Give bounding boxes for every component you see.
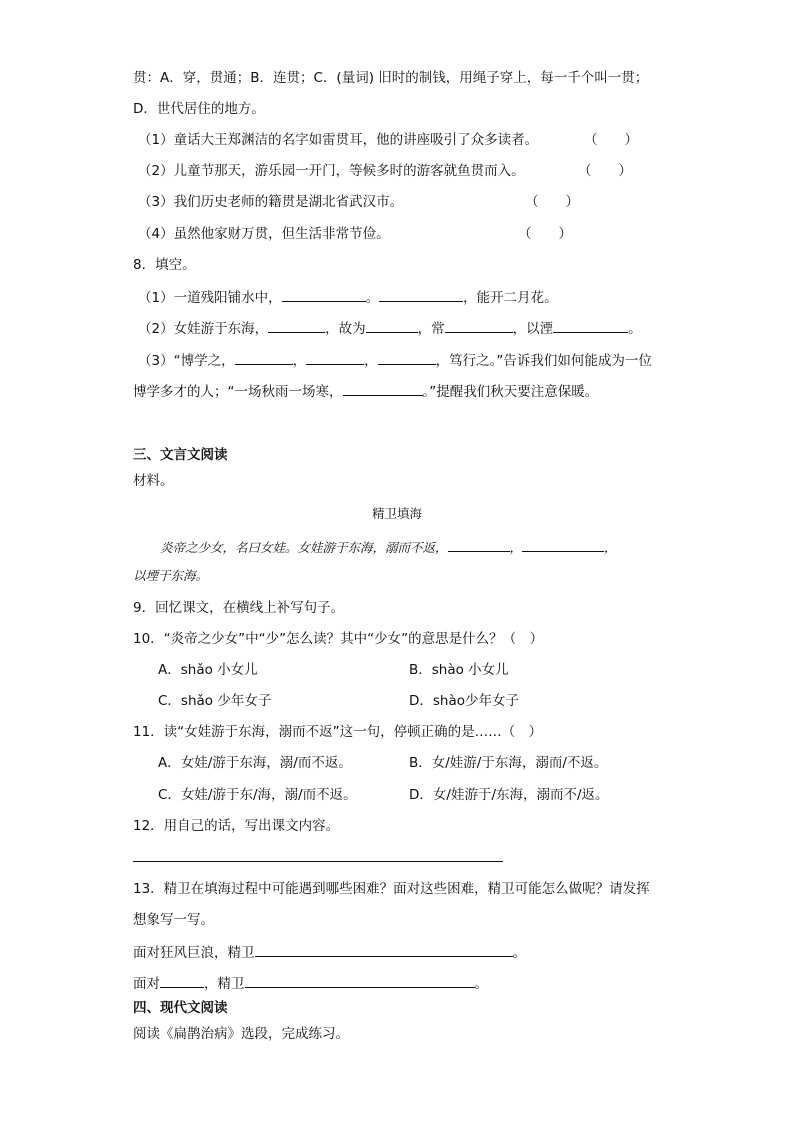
q7-answer-paren-2[interactable]: （ ） xyxy=(578,163,632,179)
q8-text: ，笃行之。”告诉我们如何能成为一位 xyxy=(435,353,652,369)
q7-definition: 贯：A．穿，贯通；B．连贯；C．(量词) 旧时的制钱，用绳子穿上，每一千个叫一贯； xyxy=(133,70,649,86)
q8-line-2 xyxy=(138,318,642,338)
q7-item-3 xyxy=(138,193,403,211)
q13-blank[interactable] xyxy=(245,973,475,988)
q11-option-d[interactable]: D．女/娃游于/东海，溺而不/返。 xyxy=(409,787,609,803)
q8-blank[interactable] xyxy=(378,350,436,365)
q8-blank[interactable] xyxy=(553,318,628,333)
q8-text: （2）女娃游于东海， xyxy=(138,321,269,337)
q7-answer-paren-4[interactable]: （ ） xyxy=(518,226,572,242)
q7-item-2 xyxy=(138,162,525,180)
passage-text: ， xyxy=(604,540,617,555)
q8-blank[interactable] xyxy=(343,381,423,396)
q10-stem: 10．“炎帝之少女”中“少”怎么读？其中“少女”的意思是什么？（ ） xyxy=(133,631,544,647)
q11-option-c[interactable]: C．女娃/游于东/海，溺/而不返。 xyxy=(158,787,357,803)
passage-text: ， xyxy=(509,540,523,555)
q8-text: ，以湮 xyxy=(512,321,554,337)
q9: 9．回忆课文，在横线上补写句子。 xyxy=(133,600,345,616)
q7-item-1 xyxy=(138,131,538,149)
q13-line-1 xyxy=(133,942,526,962)
q13-line-2 xyxy=(133,973,488,993)
q13-stem: 13．精卫在填海过程中可能遇到哪些困难？面对这些困难，精卫可能怎么做呢？请发挥 xyxy=(133,881,650,897)
q7-item-text: （3）我们历史老师的籍贯是湖北省武汉市。 xyxy=(138,194,404,210)
q10-option-d[interactable]: D．shào少年女子 xyxy=(409,693,520,709)
q13-blank[interactable] xyxy=(255,942,513,957)
q8-text: （3）“博学之， xyxy=(138,353,235,369)
q8-text: 。 xyxy=(628,321,642,337)
section3-material: 材料。 xyxy=(133,473,174,489)
passage-line-1 xyxy=(160,537,617,557)
q10-option-c[interactable]: C．shǎo 少年女子 xyxy=(158,693,272,709)
q13-text: 面对狂风巨浪，精卫 xyxy=(133,945,255,961)
q8-text: ， xyxy=(364,353,378,369)
q11-option-b[interactable]: B．女/娃游/于东海，溺而/不返。 xyxy=(409,755,608,771)
q7-item-4 xyxy=(138,225,390,243)
q8-title: 8．填空。 xyxy=(133,257,196,273)
q8-blank[interactable] xyxy=(379,287,463,302)
q7-answer-paren-1[interactable]: （ ） xyxy=(584,132,638,148)
q8-text: ， xyxy=(292,353,307,369)
passage-text: 炎帝之少女，名曰女娃。女娃游于东海，溺而不返， xyxy=(160,540,448,555)
section4-intro: 阅读《扁鹊治病》选段，完成练习。 xyxy=(133,1026,349,1042)
q13-text: 。 xyxy=(512,945,526,961)
q13-text: 。 xyxy=(474,976,488,992)
section3-heading: 三、文言文阅读 xyxy=(133,447,228,463)
q7-answer-paren-3[interactable]: （ ） xyxy=(525,194,579,210)
q7-item-text: （4）虽然他家财万贯，但生活非常节俭。 xyxy=(138,226,390,242)
q13-text: ，精卫 xyxy=(204,976,245,992)
q8-line-3 xyxy=(138,350,652,370)
q8-text: ，常 xyxy=(417,321,445,337)
q12: 12．用自己的话，写出课文内容。 xyxy=(133,818,340,834)
q8-blank[interactable] xyxy=(445,318,513,333)
q8-blank[interactable] xyxy=(366,318,418,333)
q8-blank[interactable] xyxy=(282,287,366,302)
q8-text: 博学多才的人；“一场秋雨一场寒， xyxy=(133,384,343,400)
section4-heading: 四、现代文阅读 xyxy=(133,1000,228,1016)
q12-answer-line[interactable] xyxy=(133,861,503,862)
q7-item-text: （2）儿童节那天，游乐园一开门，等候多时的游客就鱼贯而入。 xyxy=(138,163,525,179)
q8-blank[interactable] xyxy=(235,350,293,365)
q10-option-b[interactable]: B．shào 小女儿 xyxy=(409,662,509,678)
q7-definition-cont: D．世代居住的地方。 xyxy=(133,101,265,117)
q13-text: 面对 xyxy=(133,976,160,992)
q8-text: ，故为 xyxy=(325,321,366,337)
q8-blank[interactable] xyxy=(268,318,325,333)
q11-stem: 11．读“女娃游于东海，溺而不返”这一句，停顿正确的是……（ ） xyxy=(133,724,543,740)
passage-blank[interactable] xyxy=(448,537,510,552)
q8-line-4 xyxy=(133,381,598,401)
q11-option-a[interactable]: A．女娃/游于东海，溺/而不返。 xyxy=(158,755,352,771)
q10-option-a[interactable]: A．shǎo 小女儿 xyxy=(158,662,258,678)
q8-text: 。”提醒我们秋天要注意保暖。 xyxy=(422,384,599,400)
passage-line-2: 以堙于东海。 xyxy=(133,568,209,583)
q8-line-1 xyxy=(138,287,558,307)
q8-text: ，能开二月花。 xyxy=(463,290,558,306)
q13-stem-2: 想象写一写。 xyxy=(133,912,214,928)
q7-item-text: （1）童话大王郑渊洁的名字如雷贯耳，他的讲座吸引了众多读者。 xyxy=(138,132,539,148)
q8-text: （1）一道残阳铺水中， xyxy=(138,290,282,306)
passage-title: 精卫填海 xyxy=(371,506,422,521)
q8-text: 。 xyxy=(365,290,380,306)
q8-blank[interactable] xyxy=(306,350,364,365)
q13-blank[interactable] xyxy=(160,973,204,988)
passage-blank[interactable] xyxy=(522,537,604,552)
